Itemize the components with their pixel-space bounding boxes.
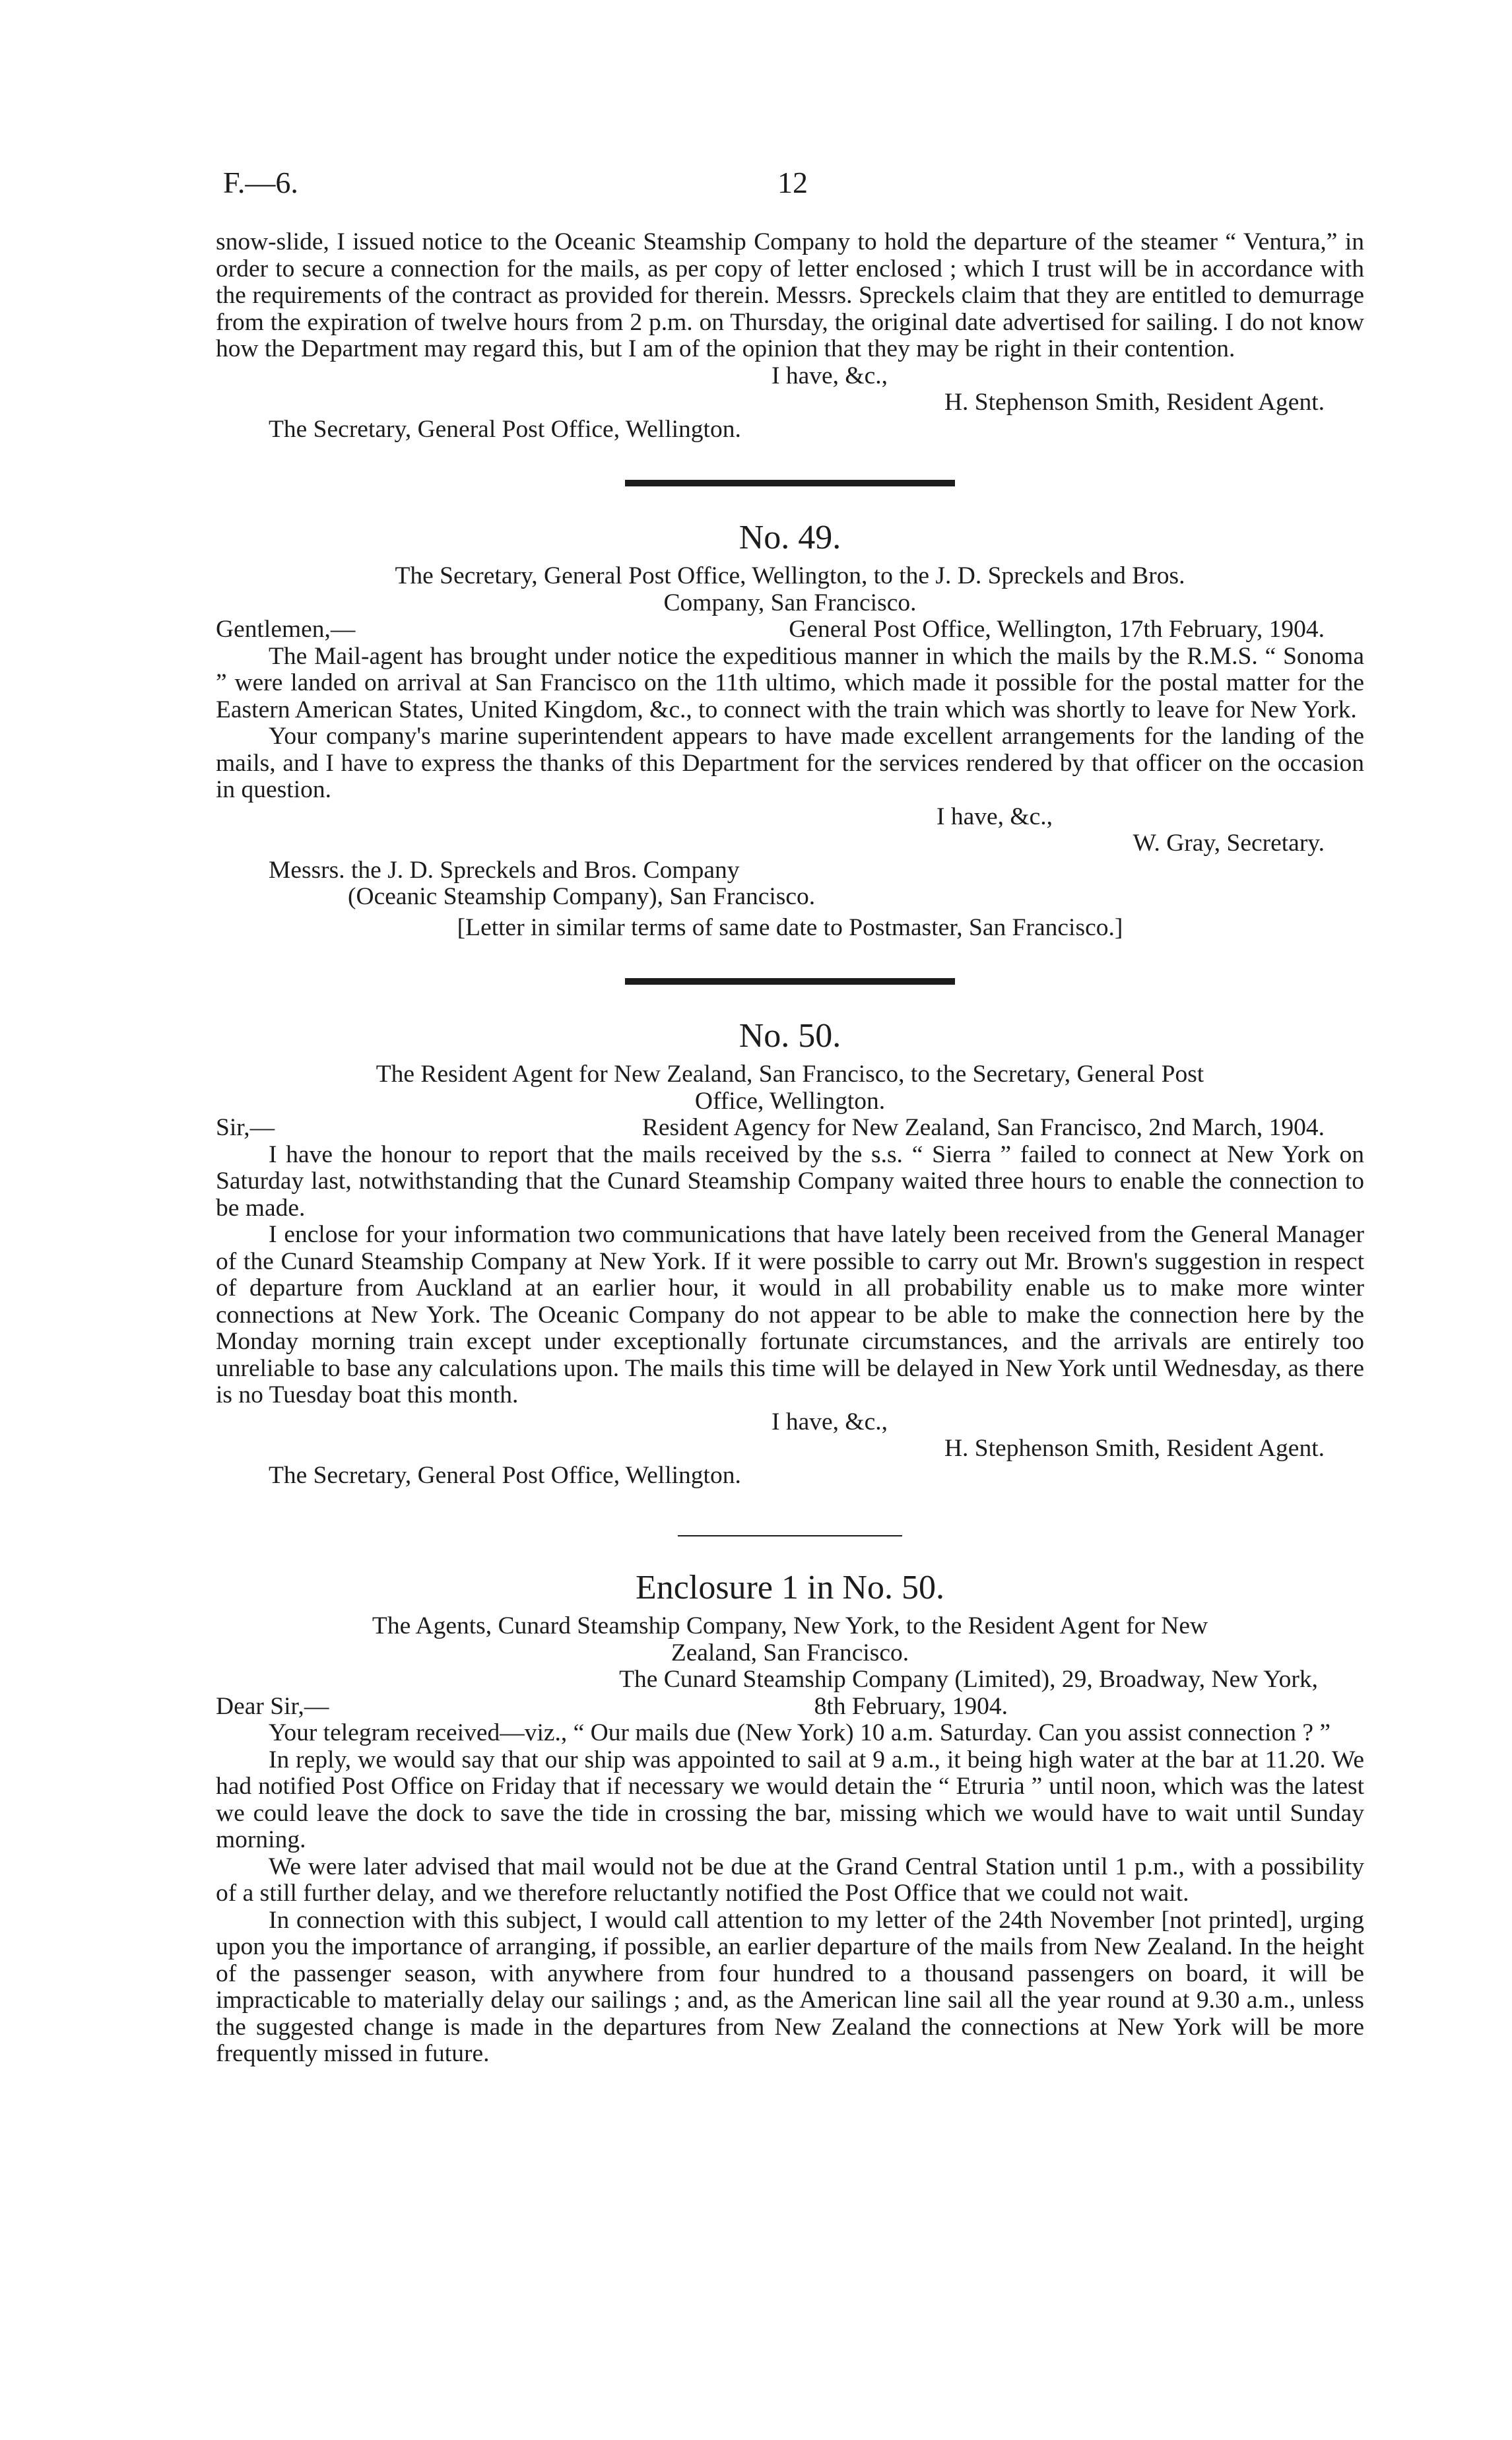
letter-50-addressee: The Secretary, General Post Office, Wellington.	[269, 1461, 741, 1489]
enclosure-date: 8th February, 1904.	[814, 1692, 1008, 1720]
letter-50-heading-line2: Office, Wellington.	[694, 1087, 886, 1115]
letter-50-salutation-row	[216, 1115, 1364, 1142]
enclosure-address: The Cunard Steamship Company (Limited), 29, Broadway, New York,	[619, 1666, 1318, 1693]
letter-49-salutation-row	[216, 616, 1364, 643]
letter-49-heading-line1: The Secretary, General Post Office, Wellington, to the J. D. Spreckels and Bros.	[395, 562, 1185, 589]
letter-49-paragraph-1: The Mail-agent has brought under notice the expeditious manner in which the mails by the R.M.S. “ Sonoma ” were landed on arrival at San Francisco on the 11th ultimo, which made it possible for the postal matter for the Eastern American States, United Kingdom, &c., to connect with the train which was shortly to leave for New York.	[216, 642, 1364, 723]
letter-50	[216, 1016, 1364, 1489]
section-divider-thick	[625, 978, 955, 985]
enclosure-heading-line1: The Agents, Cunard Steamship Company, New York, to the Resident Agent for New	[372, 1612, 1208, 1639]
letter-49-salutation: Gentlemen,—	[216, 616, 356, 643]
enclosure-salutation-row	[216, 1694, 1364, 1721]
letter-49-title: No. 49.	[739, 519, 841, 556]
letter-50-closing: I have, &c.,	[772, 1408, 888, 1435]
letter-49-closing: I have, &c.,	[937, 803, 1053, 830]
enclosure-salutation: Dear Sir,—	[216, 1692, 329, 1720]
enclosure-paragraph-2: In reply, we would say that our ship was appointed to sail at 9 a.m., it being high water at the bar at 11.20. We had notified Post Office on Friday that if necessary we would detain the “ Etruria ” until noon, which was the latest we could leave the dock to save the tide in crossing the bar, missing which we would have to wait until Sunday morning.	[216, 1746, 1364, 1853]
letter-49-addressee-line1: Messrs. the J. D. Spreckels and Bros. Company	[269, 856, 740, 884]
letter-49-dateline: General Post Office, Wellington, 17th February, 1904.	[789, 616, 1325, 643]
section-divider-thick	[625, 480, 955, 486]
letter-50-dateline: Resident Agency for New Zealand, San Francisco, 2nd March, 1904.	[641, 1114, 1325, 1141]
section-divider-thin	[678, 1535, 902, 1536]
document-body	[216, 229, 1364, 2068]
letter-49-note: [Letter in similar terms of same date to Postmaster, San Francisco.]	[457, 913, 1123, 941]
continuation-closing: I have, &c.,	[772, 362, 888, 389]
page-number: 12	[777, 166, 808, 199]
enclosure-paragraph-3: We were later advised that mail would not be due at the Grand Central Station until 1 p.m., with a possibility of a still further delay, and we therefore reluctantly notified the Post Office that we could not wait.	[216, 1853, 1364, 1907]
letter-49-signature: W. Gray, Secretary.	[1133, 830, 1325, 857]
letter-49	[216, 518, 1364, 941]
letter-50-title: No. 50.	[739, 1017, 841, 1055]
enclosure-title: Enclosure 1 in No. 50.	[636, 1569, 944, 1606]
letter-50-signature: H. Stephenson Smith, Resident Agent.	[944, 1435, 1325, 1462]
continuation-addressee: The Secretary, General Post Office, Wellington.	[269, 415, 741, 443]
enclosure-heading-line2: Zealand, San Francisco.	[671, 1639, 909, 1666]
letter-50-salutation: Sir,—	[216, 1114, 275, 1141]
letter-50-paragraph-1: I have the honour to report that the mails received by the s.s. “ Sierra ” failed to connect at New York on Saturday last, notwithstanding that the Cunard Steamship Company waited three hours to enable the connection to be made.	[216, 1140, 1364, 1222]
enclosure-1	[216, 1568, 1364, 2068]
letter-49-addressee-line2: (Oceanic Steamship Company), San Francisco.	[348, 883, 816, 910]
letter-50-heading-line1: The Resident Agent for New Zealand, San Francisco, to the Secretary, General Post	[376, 1061, 1204, 1088]
enclosure-paragraph-4: In connection with this subject, I would call attention to my letter of the 24th November [not printed], urging upon you the importance of arranging, if possible, an earlier departure of the mails from New Zealand. In the height of the passenger season, with anywhere from four hundred to a thousand passengers on board, it will be impracticable to materially delay our sailings ; and, as the American line sail all the year round at 9.30 a.m., unless the suggested change is made in the departures from New Zealand the connections at New York will be more frequently missed in future.	[216, 1906, 1364, 2067]
continuation-section	[216, 229, 1364, 443]
continuation-paragraph: snow-slide, I issued notice to the Oceanic Steamship Company to hold the departure of the steamer “ Ventura,” in order to secure a connection for the mails, as per copy of letter enclosed ; which I trust will be in accordance with the requirements of the contract as provided for therein. Messrs. Spreckels claim that they are entitled to demurrage from the expiration of twelve hours from 2 p.m. on Thursday, the original date advertised for sailing. I do not know how the Department may regard this, but I am of the opinion that they may be right in their contention.	[216, 228, 1364, 362]
document-reference: F.—6.	[223, 166, 298, 199]
continuation-signature: H. Stephenson Smith, Resident Agent.	[944, 389, 1325, 416]
enclosure-paragraph-1: Your telegram received—viz., “ Our mails due (New York) 10 a.m. Saturday. Can you assist connection ? ”	[269, 1719, 1331, 1746]
letter-50-paragraph-2: I enclose for your information two communications that have lately been received from the General Manager of the Cunard Steamship Company at New York. If it were possible to carry out Mr. Brown's suggestion in respect of departure from Auckland at an earlier hour, it would in all probability enable us to make more winter connections at New York. The Oceanic Company do not appear to be able to make the connection here by the Monday morning train except under exceptionally fortunate circumstances, and the arrivals are entirely too unreliable to base any calculations upon. The mails this time will be delayed in New York until Wednesday, as there is no Tuesday boat this month.	[216, 1221, 1364, 1408]
letter-49-paragraph-2: Your company's marine superintendent appears to have made excellent arrangements for the landing of the mails, and I have to express the thanks of this Department for the services rendered by that officer on the occasion in question.	[216, 723, 1364, 803]
letter-49-heading-line2: Company, San Francisco.	[663, 589, 917, 616]
